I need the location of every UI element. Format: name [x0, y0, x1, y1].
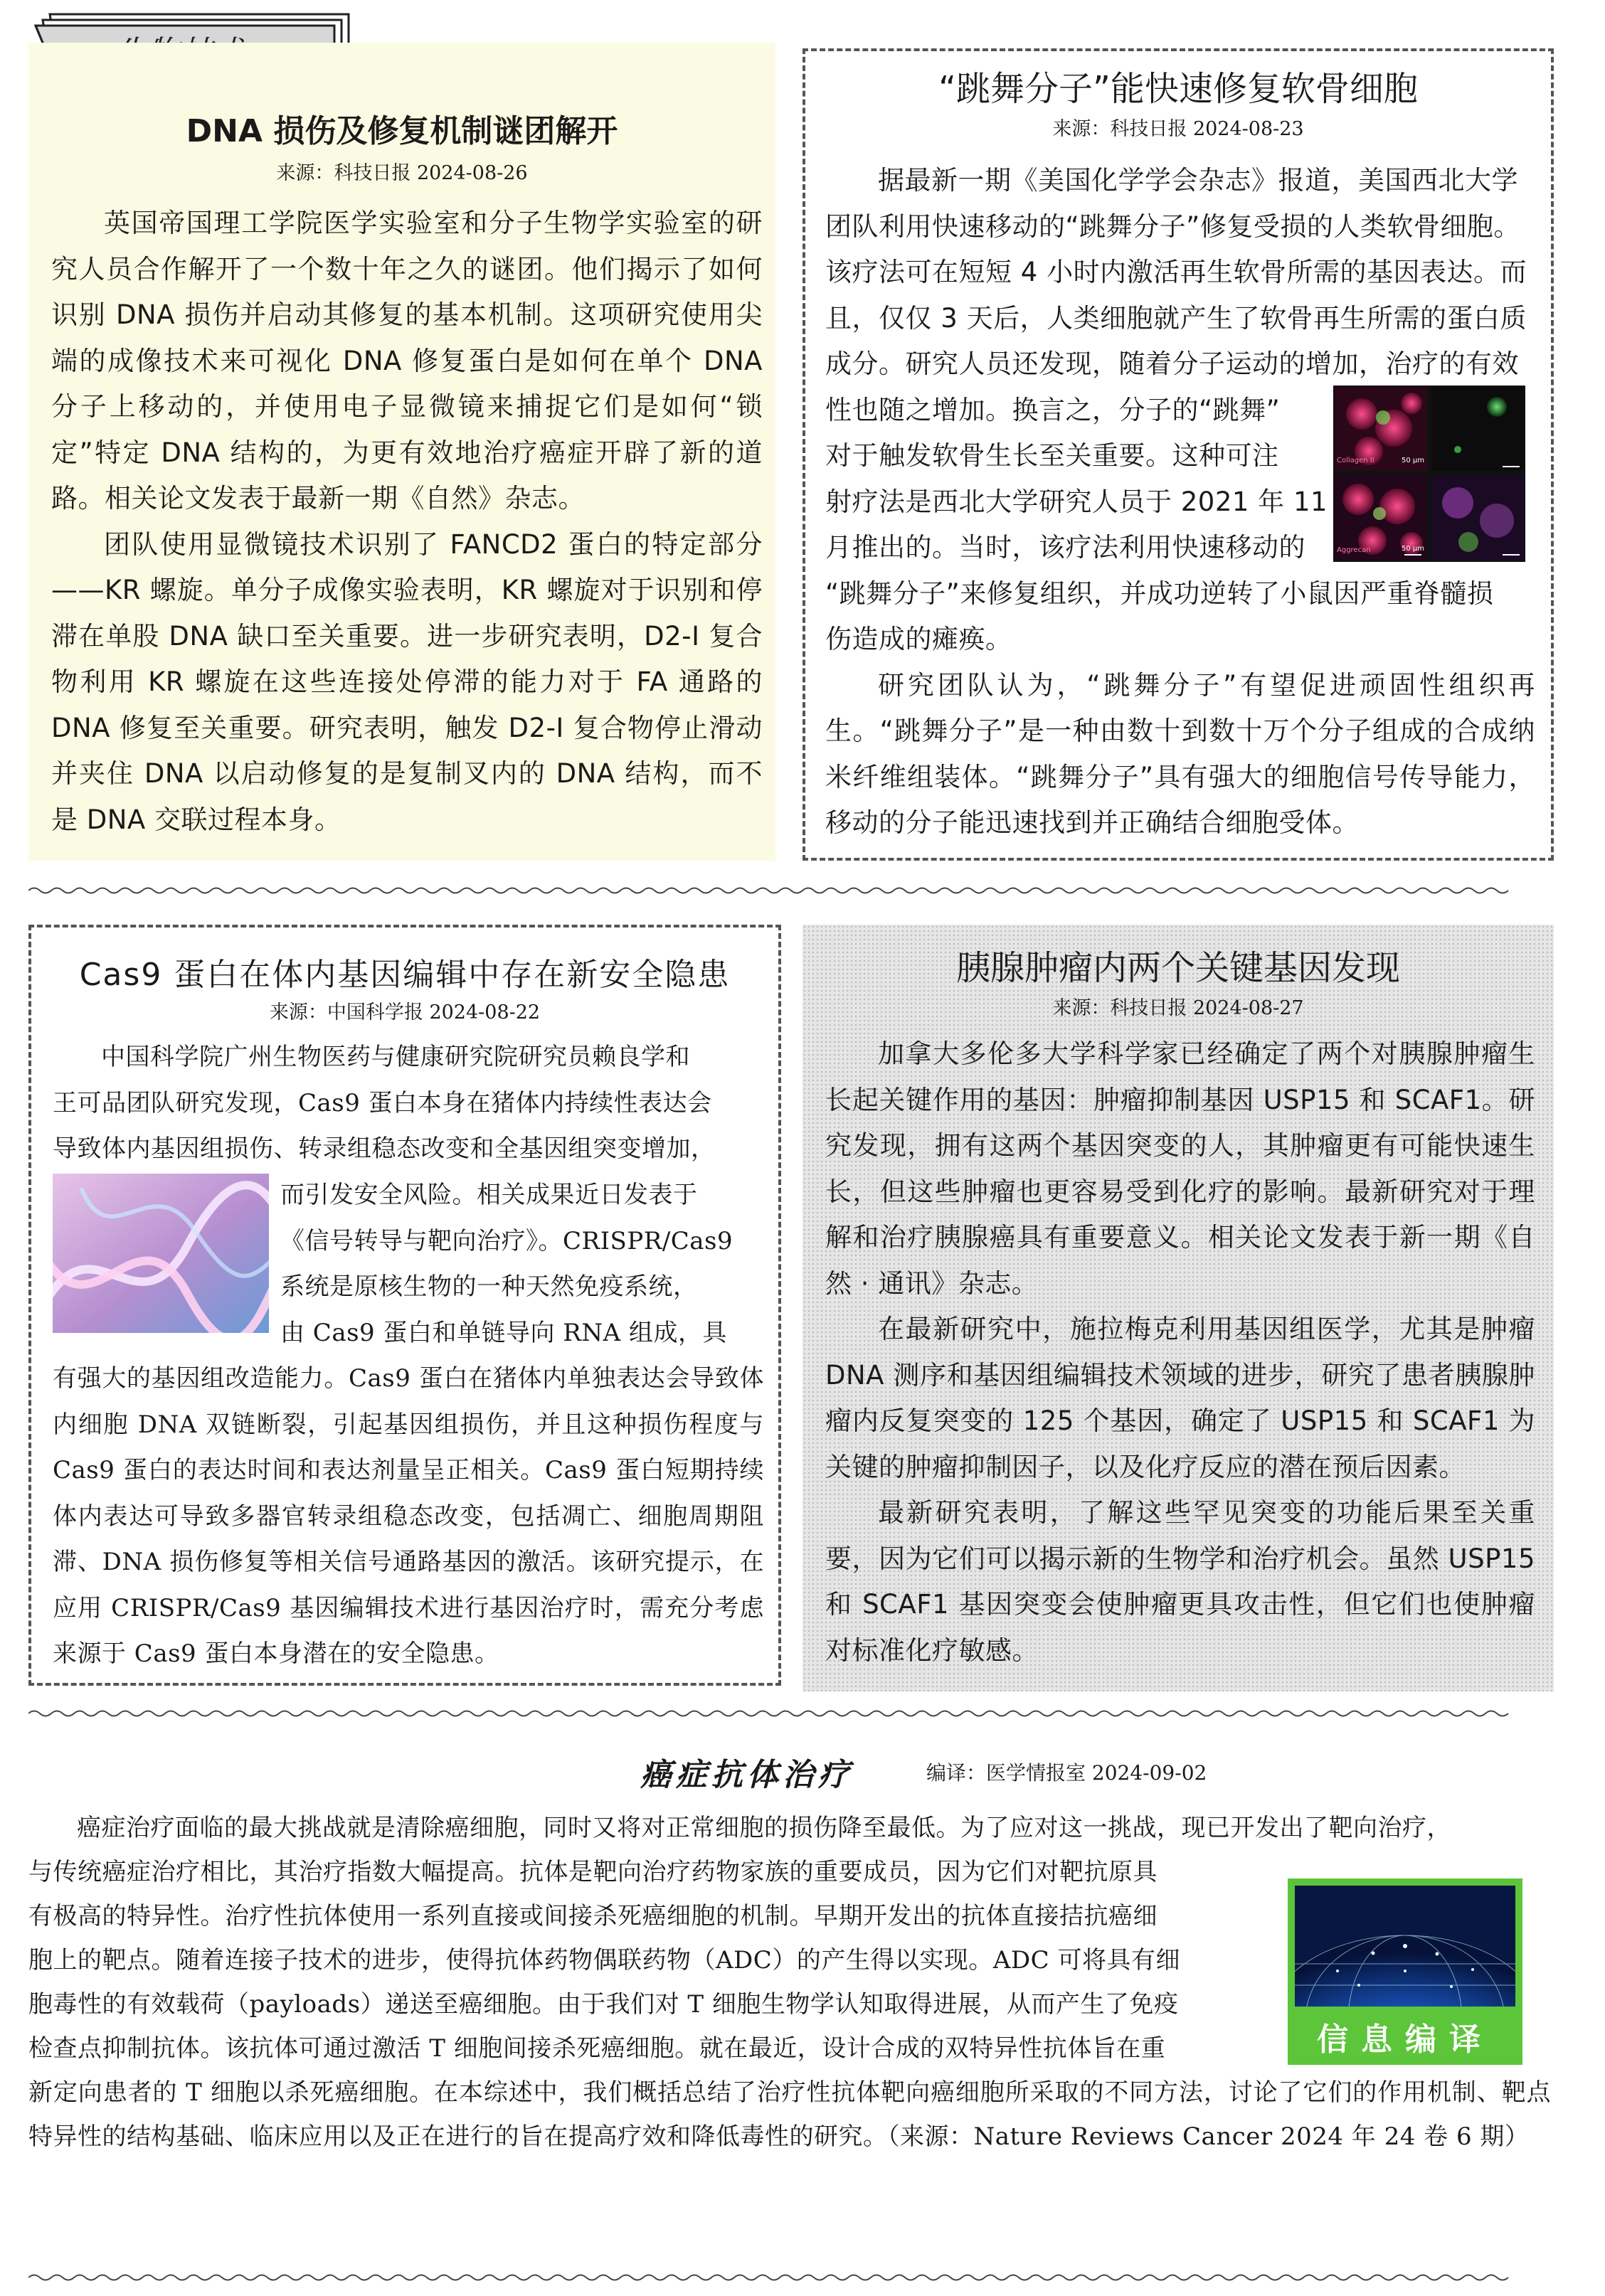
dance-line: 且，仅仅 3 天后，人类细胞就产生了软骨再生所需的蛋白质: [825, 302, 1527, 334]
dance-line: 据最新一期《美国化学学会杂志》报道，美国西北大学: [878, 165, 1518, 196]
article-dance-source: 来源：科技日报 2024-08-23: [1052, 118, 1304, 140]
globe-network-image: [1295, 1886, 1515, 2007]
dance-line: 对于触发软骨生长至关重要。这种可注: [825, 440, 1279, 471]
antibody-line: 癌症治疗面临的最大挑战就是清除癌细胞，同时又将对正常细胞的损伤降至最低。为了应对这一挑战，现已开发出了靶向治疗，: [77, 1814, 1451, 1842]
antibody-line: 检查点抑制抗体。该抗体可通过激活 T 细胞间接杀死癌细胞。就在最近，设计合成的双特异性抗体旨在重: [28, 2034, 1166, 2063]
cas9-line: 导致体内基因组损伤、转录组稳态改变和全基因组突变增加，: [53, 1134, 716, 1163]
article-cas9-paragraph-continued: 有强大的基因组改造能力。Cas9 蛋白在猪体内单独表达会导致体内细胞 DNA 双链断裂，引起基因组损伤，并且这种损伤程度与 Cas9 蛋白的表达时间和表达剂量呈正相关。Cas9 蛋白短期持续体内表达可导致多器官转录组稳态改变，包括凋亡、细胞周期阻滞、DNA 损伤修复等相关信号通路基因的激活。该研究提示，在应用 CRISPR/Cas9 基因编辑技术进行基因治疗时，需充分考虑来源于 Cas9 蛋白本身潜在的安全隐患。: [53, 1364, 764, 1668]
wave-divider: [28, 2273, 1515, 2282]
cas9-line: 中国科学院广州生物医药与健康研究院研究员赖良学和: [101, 1043, 690, 1071]
microscopy-image: [1333, 386, 1525, 562]
article-antibody-byline: 编译：医学情报室 2024-09-02: [926, 1761, 1207, 1785]
article-cas9-title: Cas9 蛋白在体内基因编辑中存在新安全隐患: [79, 957, 731, 993]
wave-divider: [28, 1708, 1515, 1718]
article-cas9-box: [28, 925, 781, 1686]
article-pancreas-paragraph-2: 在最新研究中，施拉梅克利用基因组医学，尤其是肿瘤 DNA 测序和基因组编辑技术领域的进步，研究了患者胰腺肿瘤内反复突变的 125 个基因，确定了 USP15 和 SCAF1 为关键的肿瘤抑制因子，以及化疗反应的潜在预后因素。: [825, 1314, 1535, 1482]
antibody-line: 胞上的靶点。随着连接子技术的进步，使得抗体药物偶联药物（ADC）的产生得以实现。ADC 可将具有细: [28, 1946, 1180, 1975]
article-dance-paragraph-2: 研究团队认为，“跳舞分子”有望促进顽固性组织再生。“跳舞分子”是一种由数十到数十万个分子组成的合成纳米纤维组装体。“跳舞分子”具有强大的细胞信号传导能力，移动的分子能迅速找到并正确结合细胞受体。: [825, 669, 1535, 838]
article-pancreas-title: 胰腺肿瘤内两个关键基因发现: [955, 948, 1400, 988]
antibody-line: 胞毒性的有效载荷（payloads）递送至癌细胞。由于我们对 T 细胞生物学认知取得进展，从而产生了免疫: [28, 1990, 1179, 2019]
cas9-line: 系统是原核生物的一种天然免疫系统，: [280, 1272, 698, 1301]
antibody-paragraph-end: 新定向患者的 T 细胞以杀死癌细胞。在本综述中，我们概括总结了治疗性抗体靶向癌细胞所采取的不同方法，讨论了它们的作用机制、靶点特异性的结构基础、临床应用以及正在进行的旨在提高疗效和降低毒性的研究。（来源：Nature Reviews Cancer 2024 年 24 卷 6 期）: [28, 2078, 1551, 2151]
micro-label: Aggrecan: [1337, 546, 1371, 554]
info-compile-badge: [1288, 1878, 1522, 2065]
article-dna-title: DNA 损伤及修复机制谜团解开: [186, 113, 618, 149]
cas9-line: 而引发安全风险。相关成果近日发表于: [280, 1181, 698, 1209]
dance-line: 射疗法是西北大学研究人员于 2021 年 11: [825, 486, 1328, 517]
cas9-line: 由 Cas9 蛋白和单链导向 RNA 组成，具: [280, 1318, 727, 1347]
article-dna-box: [28, 43, 775, 861]
article-dna-source: 来源：科技日报 2024-08-26: [276, 162, 528, 184]
cas9-line: 王可品团队研究发现，Cas9 蛋白本身在猪体内持续性表达会: [53, 1088, 712, 1117]
antibody-line: 与传统癌症治疗相比，其治疗指数大幅提高。抗体是靶向治疗药物家族的重要成员，因为它们对靶抗原具: [28, 1858, 1158, 1886]
article-pancreas-source: 来源：科技日报 2024-08-27: [1052, 997, 1304, 1019]
article-dance-title: “跳舞分子”能快速修复软骨细胞: [938, 69, 1418, 109]
micro-label: 50 µm: [1402, 545, 1425, 553]
micro-label: Collagen II: [1337, 457, 1374, 464]
dance-line: 性也随之增加。换言之，分子的“跳舞”: [825, 394, 1281, 425]
article-dna-paragraph-2: 团队使用显微镜技术识别了 FANCD2 蛋白的特定部分——KR 螺旋。单分子成像实验表明，KR 螺旋对于识别和停滞在单股 DNA 缺口至关重要。进一步研究表明，D2-I 复合物利用 KR 螺旋在这些连接处停滞的能力对于 FA 通路的 DNA 修复至关重要。研究表明，触发 D2-I 复合物停止滑动并夹住 DNA 以启动修复的是复制叉内的 DNA 结构，而不是 DNA 交联过程本身。: [51, 528, 763, 835]
wave-divider: [28, 886, 1515, 895]
dance-line: 月推出的。当时，该疗法利用快速移动的: [825, 532, 1305, 563]
article-dance-box: [802, 48, 1554, 861]
dance-line: 成分。研究人员还发现，随着分子运动的增加，治疗的有效: [825, 349, 1519, 379]
micro-label: 50 µm: [1402, 457, 1425, 464]
microscopy-figure: [1333, 386, 1525, 562]
dance-line: “跳舞分子”来修复组织，并成功逆转了小鼠因严重脊髓损: [825, 578, 1494, 609]
article-antibody-title: 癌症抗体治疗: [640, 1757, 854, 1793]
article-dna-paragraph-1: 英国帝国理工学院医学实验室和分子生物学实验室的研究人员合作解开了一个数十年之久的谜团。他们揭示了如何识别 DNA 损伤并启动其修复的基本机制。这项研究使用尖端的成像技术来可视化 DNA 修复蛋白是如何在单个 DNA 分子上移动的，并使用电子显微镜来捕捉它们是如何“锁定”特定 DNA 结构的，为更有效地治疗癌症开辟了新的道路。相关论文发表于最新一期《自然》杂志。: [51, 208, 763, 514]
article-antibody: [28, 1746, 1551, 2258]
article-pancreas-box: [802, 925, 1554, 1691]
cas9-line: 《信号转导与靶向治疗》。CRISPR/Cas9: [280, 1226, 733, 1255]
antibody-line: 有极高的特异性。治疗性抗体使用一系列直接或间接杀死癌细胞的机制。早期开发出的抗体直接拮抗癌细: [28, 1902, 1158, 1930]
dna-helix-image: [53, 1174, 269, 1333]
article-cas9-source: 来源：中国科学报 2024-08-22: [269, 1001, 541, 1024]
dance-line: 该疗法可在短短 4 小时内激活再生软骨所需的基因表达。而: [825, 257, 1527, 287]
dance-line: 团队利用快速移动的“跳舞分子”修复受损的人类软骨细胞。: [825, 211, 1520, 242]
info-compile-label: 信息编译: [1317, 2021, 1493, 2058]
dance-line: 伤造成的瘫痪。: [825, 624, 1012, 654]
article-pancreas-paragraph-3: 最新研究表明，了解这些罕见突变的功能后果至关重要，因为它们可以揭示新的生物学和治疗机会。虽然 USP15 和 SCAF1 基因突变会使肿瘤更具攻击性，但它们也使肿瘤对标准化疗敏感。: [825, 1497, 1535, 1666]
dna-helix-illustration: [53, 1174, 269, 1333]
article-pancreas-paragraph-1: 加拿大多伦多大学科学家已经确定了两个对胰腺肿瘤生长起关键作用的基因：肿瘤抑制基因 USP15 和 SCAF1。研究发现，拥有这两个基因突变的人，其肿瘤更有可能快速生长，但这些肿瘤也更容易受到化疗的影响。最新研究对于理解和治疗胰腺癌具有重要意义。相关论文发表于新一期《自然 · 通讯》杂志。: [825, 1038, 1535, 1299]
